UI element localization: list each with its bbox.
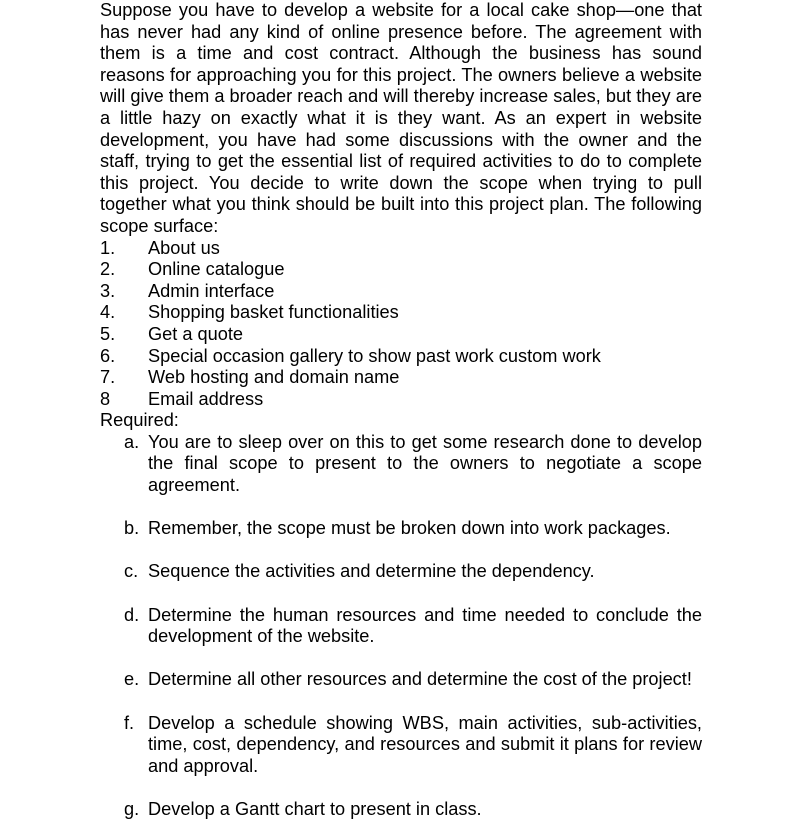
required-item (124, 604, 702, 648)
scope-item-text: Online catalogue (148, 259, 285, 280)
scope-item (100, 238, 702, 260)
scope-item-number: 4. (100, 302, 116, 323)
required-list (100, 432, 702, 821)
scope-item (100, 302, 702, 324)
scope-item-number: 2. (100, 259, 116, 280)
required-item (124, 561, 702, 583)
required-item-letter: a. (124, 431, 140, 452)
required-item (124, 518, 702, 540)
intro-paragraph: Suppose you have to develop a website for a local cake shop—one that has never had any kind of online presence before. The agreement with them is a time and cost contract. Although the business has sound reasons for approaching you for this project. The owners believe a website will give them a broader reach and will thereby increase sales, but they are a little hazy on exactly what it is they want. As an expert in website development, you have had some discussions with the owner and the staff, trying to get the essential list of required activities to do to complete this project. You decide to write down the scope when trying to pull together what you think should be built into this project plan. The following scope surface: (100, 0, 702, 236)
scope-item-text: Email address (148, 388, 264, 409)
scope-item (100, 259, 702, 281)
scope-item-number: 5. (100, 323, 116, 344)
required-item-letter: b. (124, 518, 140, 539)
scope-item-number: 1. (100, 237, 116, 258)
scope-item-text: Get a quote (148, 323, 244, 344)
scope-item (100, 281, 702, 303)
required-item-letter: d. (124, 604, 140, 625)
scope-item-number: 3. (100, 280, 116, 301)
required-item-text: Sequence the activities and determine the dependency. (148, 561, 595, 582)
scope-item-number: 6. (100, 345, 116, 366)
scope-item-text: Admin interface (148, 280, 275, 301)
scope-list (100, 238, 702, 411)
required-item-text: Develop a Gantt chart to present in class. (148, 798, 482, 819)
required-item (124, 431, 702, 497)
scope-item (100, 367, 702, 389)
required-item-letter: f. (124, 712, 135, 733)
scope-item-text: Shopping basket functionalities (148, 302, 399, 323)
scope-item-text: Special occasion gallery to show past work custom work (148, 345, 601, 366)
required-item (124, 669, 702, 691)
document-page (100, 0, 702, 821)
scope-item (100, 324, 702, 346)
scope-item-text: About us (148, 237, 220, 258)
required-item (124, 798, 702, 821)
required-item-text: Remember, the scope must be broken down into work packages. (148, 518, 671, 539)
scope-item-number: 7. (100, 367, 116, 388)
required-item-text: Develop a schedule showing WBS, main activities, sub-activities, time, cost, dependency, and resources and submit it plans for review and approval. (148, 712, 702, 776)
required-item-text: You are to sleep over on this to get some research done to develop the final scope to present to the owners to negotiate a scope agreement. (148, 431, 702, 496)
scope-item (100, 389, 702, 411)
scope-item-text: Web hosting and domain name (148, 367, 400, 388)
scope-item-number: 8 (100, 388, 111, 409)
required-item-text: Determine all other resources and determine the cost of the project! (148, 669, 692, 690)
required-heading: Required: (100, 410, 179, 431)
required-item-letter: e. (124, 669, 140, 690)
scope-item (100, 346, 702, 368)
required-item-letter: g. (124, 798, 140, 819)
required-item (124, 712, 702, 778)
required-item-text: Determine the human resources and time needed to conclude the development of the website. (148, 604, 702, 647)
required-item-letter: c. (124, 561, 139, 582)
